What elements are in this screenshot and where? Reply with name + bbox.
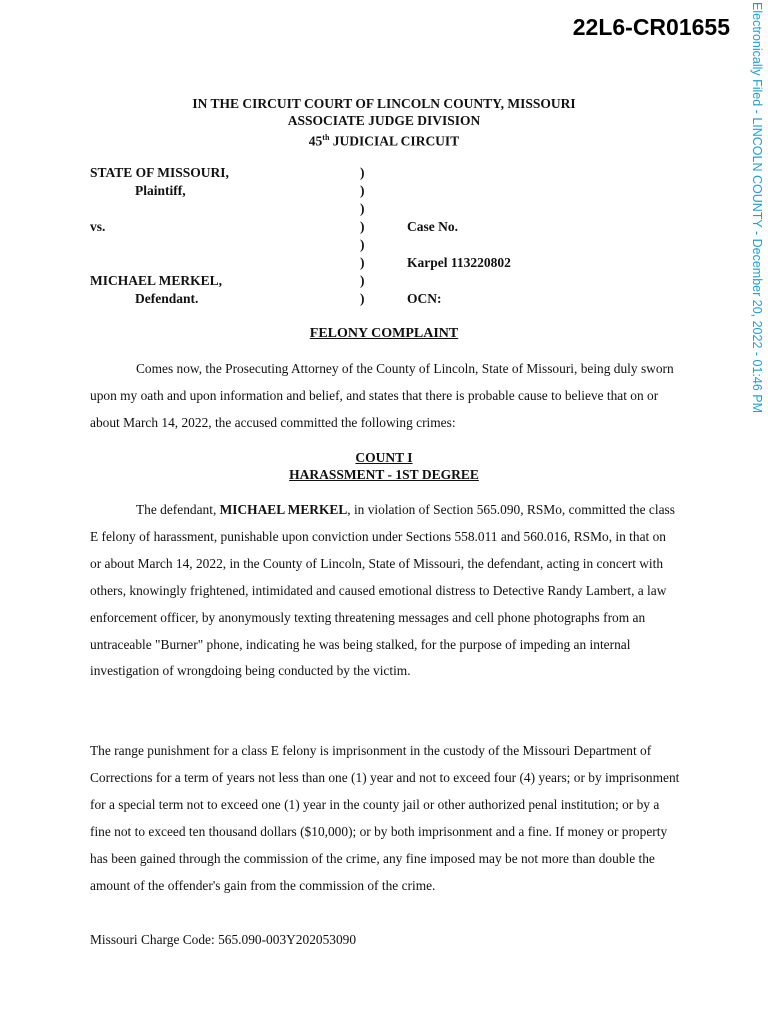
- defendant-name-inline: MICHAEL MERKEL: [219, 502, 348, 517]
- circuit-label: JUDICIAL CIRCUIT: [329, 133, 460, 149]
- caption-paren: ): [360, 219, 365, 234]
- case-number: 22L6-CR01655: [572, 14, 730, 40]
- court-header: [0, 95, 768, 150]
- range-punishment-paragraph: The range punishment for a class E felony is imprisonment in the custody of the Missouri Department of Corrections for a term of years not less than one (1) year and not to exceed four (4) years; or by imprisonment for a special term not to exceed one (1) year in the county jail or other authorized penal institution; or by a fine not to exceed ten thousand dollars ($10,000); or by both imprisonment and a fine. If money or property has been gained through the commission of the crime, any fine imposed may be not more than double the amount of the offender's gain from the commission of the crime.: [90, 743, 680, 893]
- caption-paren: ): [360, 237, 365, 252]
- caption-paren: ): [360, 255, 365, 270]
- circuit-number: 45: [308, 133, 323, 149]
- versus: vs.: [90, 219, 106, 234]
- karpel-number: Karpel 113220802: [407, 255, 511, 270]
- caption-row: [90, 255, 650, 273]
- caption-row: [90, 183, 650, 201]
- ocn-label: OCN:: [407, 291, 442, 306]
- caption-row: [90, 273, 650, 291]
- count-text-after: , in violation of Section 565.090, RSMo, committed the class E felony of harassment, punishable upon conviction under Sections 558.011 and 560.016, RSMo, in that on or about March 14, 2022, in the County of Lincoln, State of Missouri, the defendant, acting in concert with others, knowingly frightened, intimidated and caused emotional distress to Detective Randy Lambert, a law enforcement officer, by anonymously texting threatening messages and cell phone photographs from an untraceable "Burner" phone, indicating he was being stalked, for the purpose of impeding an internal investigation of wrongdoing being conducted by the victim.: [90, 502, 675, 679]
- count-charge: HARASSMENT - 1ST DEGREE: [289, 467, 479, 482]
- caption-row: [90, 237, 650, 255]
- intro-paragraph: Comes now, the Prosecuting Attorney of the County of Lincoln, State of Missouri, being duly sworn upon my oath and upon information and belief, and states that there is probable cause to believe that on or about March 14, 2022, the accused committed the following crimes:: [90, 361, 674, 430]
- defendant-name: MICHAEL MERKEL,: [90, 273, 223, 288]
- plaintiff-name: STATE OF MISSOURI,: [90, 165, 229, 180]
- document-title: FELONY COMPLAINT: [309, 326, 459, 341]
- caption-row: [90, 165, 650, 183]
- caption-paren: ): [360, 291, 365, 306]
- court-name: IN THE CIRCUIT COURT OF LINCOLN COUNTY, MISSOURI: [192, 96, 576, 111]
- caption-row: [90, 219, 650, 237]
- charge-code: Missouri Charge Code: 565.090-003Y202053090: [90, 932, 357, 947]
- count-text-before: The defendant,: [136, 502, 220, 517]
- case-no-label: Case No.: [407, 219, 458, 234]
- caption-paren: ): [360, 165, 365, 180]
- efile-stamp: Electronically Filed - LINCOLN COUNTY - December 20, 2022 - 01:46 PM: [750, 2, 764, 414]
- caption-row: [90, 291, 650, 309]
- count-paragraph: [90, 497, 680, 685]
- count-number: COUNT I: [355, 450, 413, 465]
- plaintiff-role: Plaintiff,: [135, 183, 186, 198]
- circuit-ordinal: th: [322, 133, 330, 142]
- case-caption: [90, 165, 650, 315]
- count-heading: [0, 449, 768, 483]
- court-division: ASSOCIATE JUDGE DIVISION: [287, 113, 481, 128]
- judicial-circuit: [0, 129, 768, 150]
- caption-paren: ): [360, 201, 365, 216]
- caption-row: [90, 201, 650, 219]
- caption-paren: ): [360, 183, 365, 198]
- caption-paren: ): [360, 273, 365, 288]
- defendant-role: Defendant.: [135, 291, 199, 306]
